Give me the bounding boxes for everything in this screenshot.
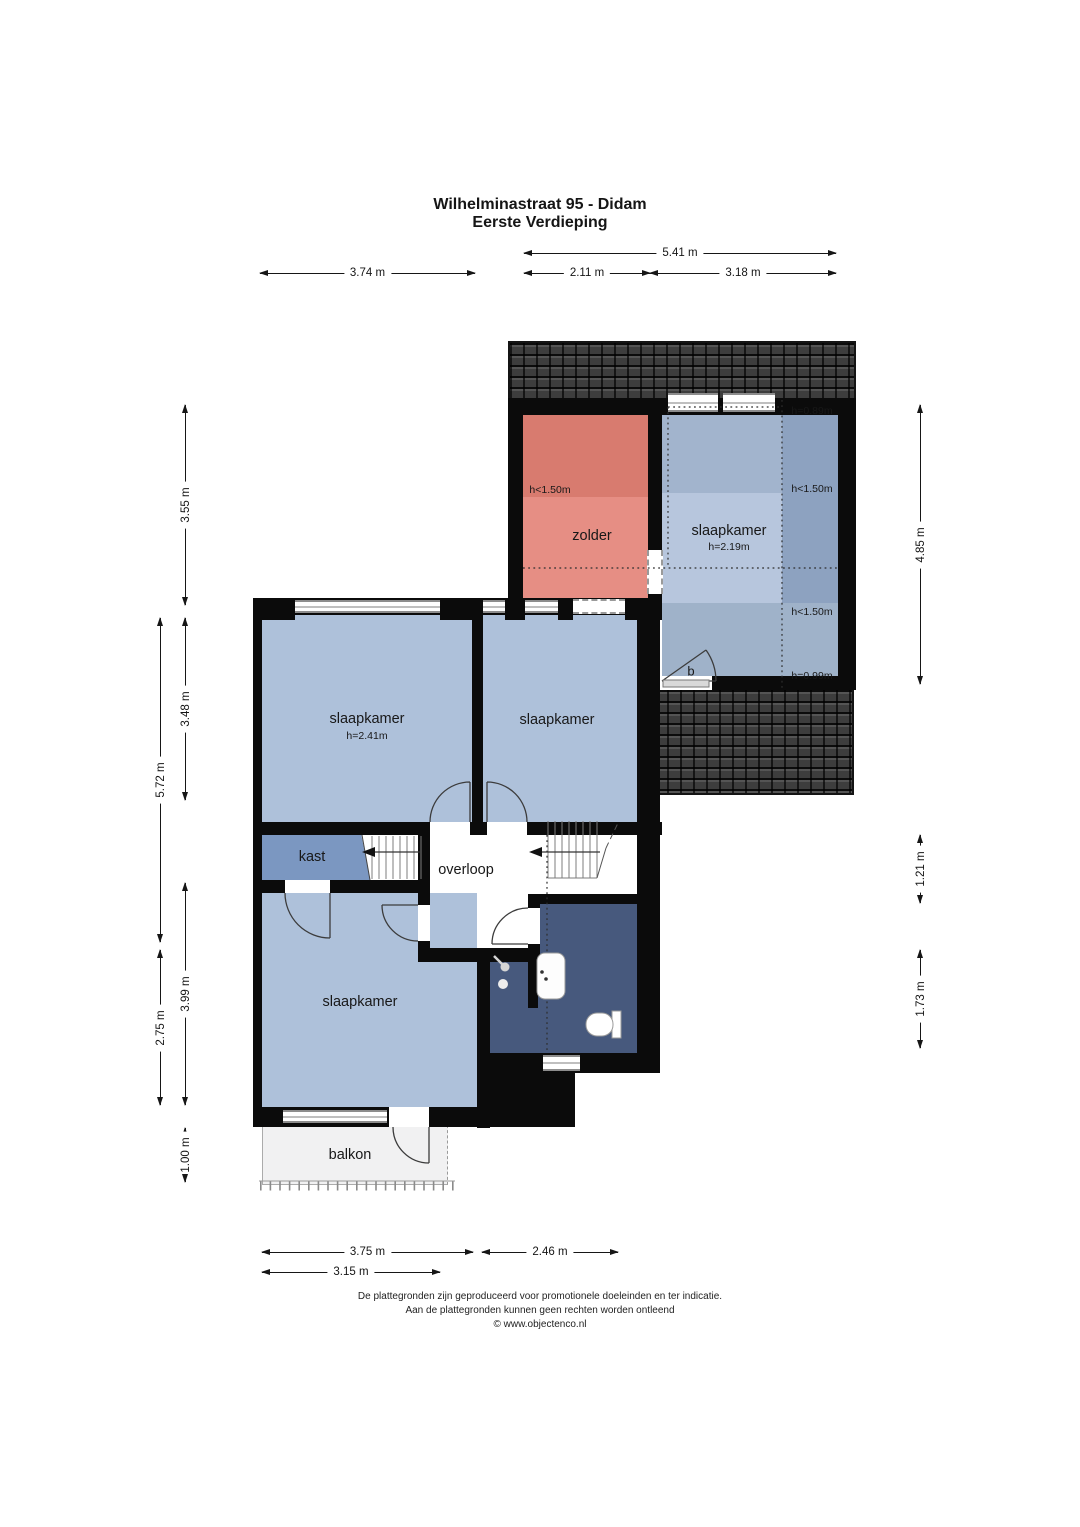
door-opening [418, 905, 430, 941]
roof-door-opening [660, 676, 712, 690]
wall [528, 962, 538, 1008]
door-opening [487, 822, 527, 835]
dimension-left-355: 3.55 m [185, 405, 186, 605]
door-opening [285, 880, 330, 893]
label-slaapkamer-bottom: slaapkamer [322, 994, 398, 1010]
wall [838, 398, 856, 690]
wall [508, 398, 523, 610]
dimension-bottom-375: 3.75 m [262, 1252, 473, 1253]
dimension-right-173: 1.73 m [920, 950, 921, 1048]
label-attic-slaapkamer: slaapkamer [691, 523, 767, 539]
dormer-window [668, 393, 718, 412]
footer-line-3: © www.objectenco.nl [493, 1319, 587, 1330]
note-slaapkamer-left-height: h=2.41m [346, 730, 388, 742]
note-attic-bottom-right: h=0.99m [791, 670, 833, 682]
window [295, 600, 440, 613]
dimension-bottom-246: 2.46 m [482, 1252, 618, 1253]
wall [472, 613, 483, 822]
bathroom-window [543, 1055, 580, 1071]
room-zolder-area [523, 497, 648, 607]
roof-texture-bottom [652, 688, 854, 795]
label-slaapkamer-mid: slaapkamer [519, 712, 595, 728]
footer-line-2: Aan de plattegronden kunnen geen rechten worden ontleend [405, 1305, 675, 1316]
wall [637, 615, 660, 1073]
window [483, 600, 505, 613]
balkon-door-opening [389, 1107, 429, 1127]
door-opening [528, 908, 540, 944]
label-overloop: overloop [438, 862, 494, 878]
note-zolder-height: h<1.50m [529, 484, 571, 496]
dimension-left-100: 1.00 m [185, 1128, 186, 1182]
wall [253, 598, 262, 1127]
window [283, 1110, 387, 1123]
wall [505, 598, 525, 620]
label-kast: kast [298, 849, 326, 865]
room-attic-slaapkamer-right-zone [782, 400, 838, 603]
dimension-left-572: 5.72 m [160, 618, 161, 942]
label-zolder: zolder [572, 528, 612, 544]
door-opening [430, 822, 470, 835]
stairs-left-direction-arrow [362, 847, 420, 857]
window [525, 600, 558, 613]
label-slaapkamer-left: slaapkamer [329, 711, 405, 727]
dimension-bottom-315: 3.15 m [262, 1272, 440, 1273]
dimension-left-348: 3.48 m [185, 618, 186, 800]
label-balkon: balkon [328, 1147, 372, 1163]
door-arc-bathroom [492, 908, 528, 944]
page-title: Wilhelminastraat 95 - Didam [433, 196, 647, 213]
dimension-left-399: 3.99 m [185, 883, 186, 1105]
footer-line-1: De plattegronden zijn geproduceerd voor promotionele doeleinden en ter indicatie. [357, 1291, 723, 1302]
dashed-opening [573, 599, 625, 614]
wall [558, 598, 573, 620]
wall [477, 1073, 575, 1127]
note-attic-top-right: h=0.89m [791, 405, 833, 417]
wall [418, 835, 430, 962]
note-attic-right-upper: h<1.50m [791, 483, 833, 495]
dimension-right-485: 4.85 m [920, 405, 921, 684]
room-bathroom-area [540, 904, 637, 1053]
wall [253, 880, 418, 893]
dimension-top-211: 2.11 m [524, 273, 650, 274]
zolder-opening [647, 550, 663, 594]
dimension-left-275: 2.75 m [160, 950, 161, 1105]
note-attic-height: h=2.19m [708, 541, 750, 553]
dimension-top-318: 3.18 m [650, 273, 836, 274]
dimension-top-374: 3.74 m [260, 273, 475, 274]
note-attic-right-lower: h<1.50m [791, 606, 833, 618]
wall [528, 894, 637, 904]
stairs-left [362, 835, 421, 880]
stairs-right-direction-arrow [529, 847, 600, 857]
dimension-right-121: 1.21 m [920, 835, 921, 903]
dimension-top-541: 5.41 m [524, 253, 836, 254]
page-subtitle: Eerste Verdieping [472, 214, 608, 231]
label-roof-door-b: b [687, 663, 695, 679]
dormer-window [723, 393, 775, 412]
